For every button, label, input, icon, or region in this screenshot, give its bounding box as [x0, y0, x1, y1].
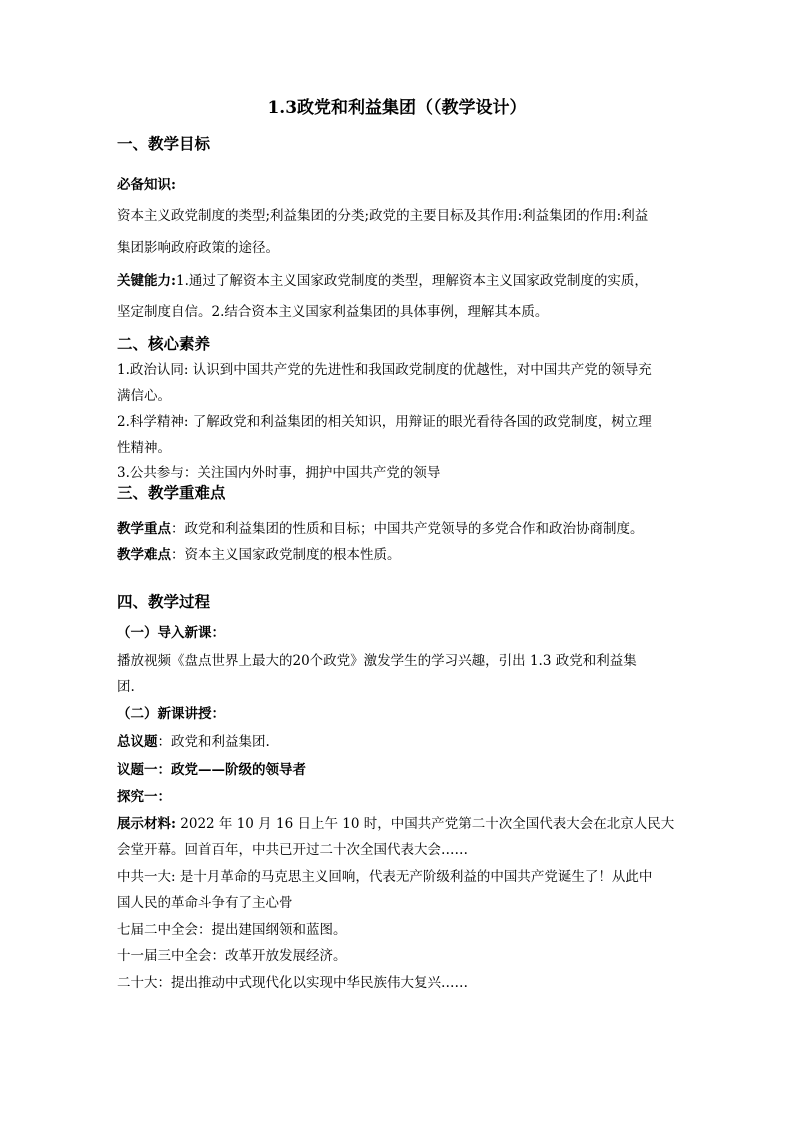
- literacy-item-2-line-1: 2.科学精神: 了解政党和利益集团的相关知识，用辩证的眼光看待各国的政党制度，树立理: [117, 414, 652, 430]
- exploration-one-label: 探究一：: [117, 789, 171, 805]
- introduction-text-line-2: 团.: [117, 679, 135, 695]
- key-ability-text-line-1: 1.通过了解资本主义国家政党制度的类型，理解资本主义国家政党制度的实质，: [175, 273, 648, 289]
- literacy-item-2-line-2: 性精神。: [117, 440, 171, 456]
- key-ability-text-line-2: 坚定制度自信。2.结合资本主义国家利益集团的具体事例，理解其本质。: [117, 304, 549, 320]
- material-item-3: 十一届三中全会：改革开放发展经济。: [117, 948, 347, 964]
- display-material-text-line-1: 2022 年 10 月 16 日上午 10 时，中国共产党第二十次全国代表大会在北京人民大: [175, 816, 675, 832]
- teaching-key-point-label: 教学重点: [117, 521, 171, 537]
- subsection-new-lesson: （二）新课讲授：: [117, 706, 225, 722]
- subsection-introduction: （一）导入新课：: [117, 625, 225, 641]
- material-item-1-line-1: 中共一大: 是十月革命的马克思主义回响，代表无产阶级利益的中国共产党诞生了！从此中: [117, 869, 653, 885]
- teaching-difficult-point-text: ：资本主义国家政党制度的根本性质。: [171, 547, 401, 563]
- material-item-4: 二十大：提出推动中式现代化以实现中华民族伟大复兴……: [117, 975, 468, 991]
- literacy-item-1-line-1: 1.政治认同: 认识到中国共产党的先进性和我国政党制度的优越性，对中国共产党的领导充: [117, 362, 652, 378]
- display-material-label: 展示材料:: [117, 816, 176, 832]
- topic-one-heading: 议题一：政党——阶级的领导者: [117, 762, 306, 778]
- section-heading-objectives: 一、教学目标: [117, 134, 211, 153]
- teaching-difficult-point-label: 教学难点: [117, 547, 171, 563]
- section-heading-key-difficult-points: 三、教学重难点: [117, 483, 226, 502]
- teaching-key-point: [117, 520, 644, 538]
- section-heading-core-literacy: 二、核心素养: [117, 334, 211, 353]
- literacy-item-3: 3.公共参与：关注国内外时事，拥护中国共产党的领导: [117, 465, 441, 481]
- material-item-1-line-2: 国人民的革命斗争有了主心骨: [117, 895, 293, 911]
- section-heading-teaching-process: 四、教学过程: [117, 592, 211, 611]
- teaching-key-point-text: ：政党和利益集团的性质和目标；中国共产党领导的多党合作和政治协商制度。: [171, 521, 644, 537]
- required-knowledge-label: 必备知识:: [117, 177, 176, 193]
- display-material: [117, 815, 674, 833]
- display-material-text-line-2: 会堂开幕。回首百年，中共已开过二十次全国代表大会……: [117, 842, 468, 858]
- required-knowledge-text-line-2: 集团影响政府政策的途径。: [117, 240, 279, 256]
- required-knowledge-text-line-1: 资本主义政党制度的类型;利益集团的分类;政党的主要目标及其作用:利益集团的作用:利益: [117, 208, 649, 224]
- teaching-difficult-point: [117, 546, 401, 564]
- literacy-item-1-line-2: 满信心。: [117, 388, 171, 404]
- general-topic-text: ：政党和利益集团.: [157, 734, 270, 750]
- key-ability-label: 关键能力:: [117, 273, 176, 289]
- general-topic-label: 总议题: [117, 734, 158, 750]
- material-item-2: 七届二中全会：提出建国纲领和蓝图。: [117, 922, 347, 938]
- introduction-text-line-1: 播放视频《盘点世界上最大的20个政党》激发学生的学习兴趣，引出 1.3 政党和利益集: [117, 653, 637, 669]
- general-topic: [117, 733, 270, 751]
- document-title: 1.3政党和利益集团（（教学设计）: [267, 98, 527, 118]
- key-ability-paragraph: [117, 272, 648, 290]
